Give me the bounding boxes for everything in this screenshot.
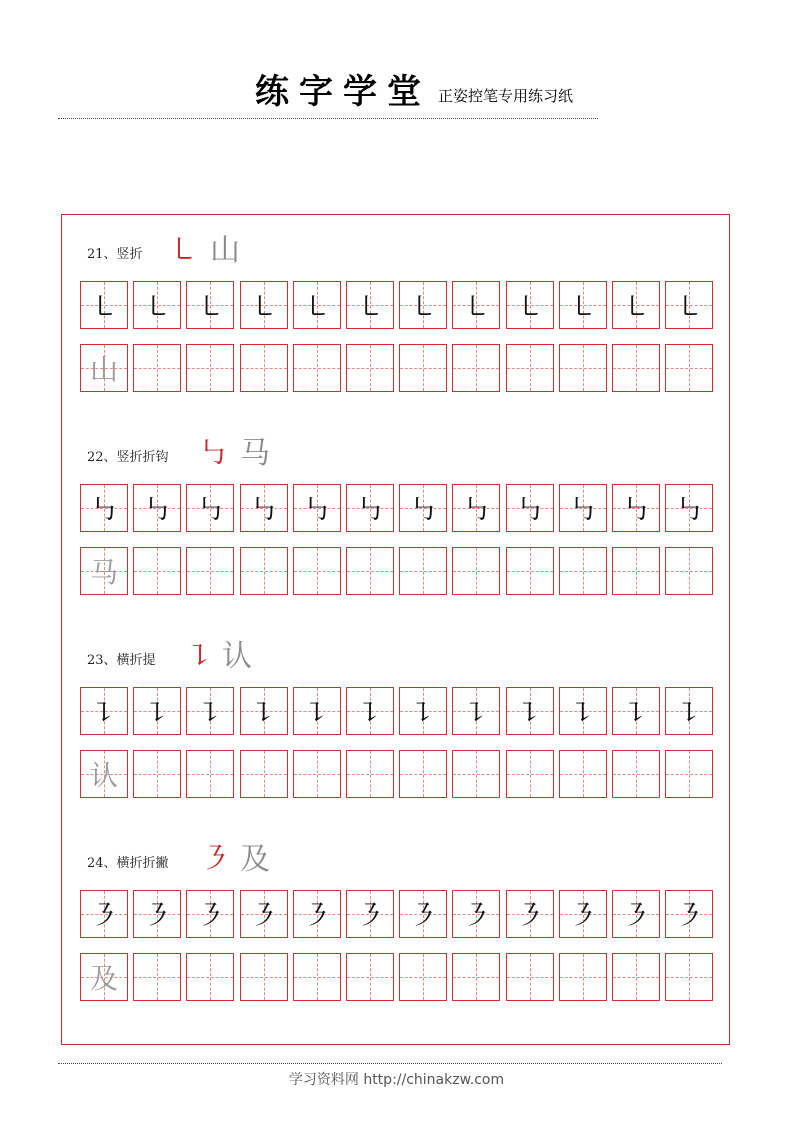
grid-cell[interactable] [399,344,447,392]
grid-cell[interactable] [240,687,288,735]
grid-cell[interactable] [186,281,234,329]
stroke-glyph: ㇄ [515,290,544,323]
grid-cell[interactable] [612,547,660,595]
grid-cell[interactable] [612,281,660,329]
grid-cell[interactable] [612,484,660,532]
grid-cell[interactable] [80,281,128,329]
stroke-glyph: ㇋ [302,899,331,932]
stroke-glyph: ㇊ [302,696,331,729]
grid-cell[interactable] [399,953,447,1001]
grid-cell[interactable] [133,484,181,532]
trace-char: 山 [89,353,118,386]
stroke-glyph: ㇉ [196,493,225,526]
grid-cell[interactable] [240,953,288,1001]
grid-cell[interactable] [346,687,394,735]
stroke-glyph: ㇄ [462,290,491,323]
grid-cell[interactable] [665,484,713,532]
grid-cell[interactable] [665,890,713,938]
grid-cell[interactable] [186,953,234,1001]
stroke-glyph: ㇊ [568,696,597,729]
trace-char: 及 [89,962,118,995]
grid-cell[interactable] [80,890,128,938]
stroke-glyph: ㇊ [462,696,491,729]
stroke-glyph: ㇉ [89,493,118,526]
footer-divider [58,1063,722,1064]
section-label: 22、竖折折钩 [87,450,169,465]
grid-cell[interactable] [506,344,554,392]
grid-cell[interactable] [240,344,288,392]
stroke-glyph: ㇋ [143,899,172,932]
stroke-glyph: ㇋ [568,899,597,932]
stroke-glyph: ㇊ [196,696,225,729]
stroke-section [0,842,793,1054]
grid-cell[interactable] [559,344,607,392]
stroke-glyph: ㇊ [89,696,118,729]
grid-cell[interactable] [506,953,554,1001]
grid-cell[interactable] [399,750,447,798]
section-example-char: 马 [240,436,270,471]
stroke-glyph: ㇉ [249,493,278,526]
stroke-glyph: ㇋ [621,899,650,932]
section-label: 23、横折提 [87,653,156,668]
grid-cell[interactable] [186,484,234,532]
stroke-glyph: ㇊ [143,696,172,729]
stroke-glyph: ㇄ [89,290,118,323]
stroke-glyph: ㇋ [355,899,384,932]
grid-cell[interactable] [452,953,500,1001]
grid-cell[interactable] [186,750,234,798]
section-example-char: 认 [222,639,252,674]
grid-cell[interactable] [559,687,607,735]
stroke-glyph: ㇉ [143,493,172,526]
grid-cell[interactable] [133,890,181,938]
grid-cell[interactable] [186,890,234,938]
stroke-glyph: ㇄ [409,290,438,323]
grid-cell[interactable] [559,547,607,595]
grid-cell[interactable] [612,953,660,1001]
grid-cell[interactable] [133,547,181,595]
grid-cell[interactable] [80,344,128,392]
grid-cell[interactable] [506,750,554,798]
grid-cell[interactable] [452,484,500,532]
stroke-glyph: ㇄ [355,290,384,323]
grid-cell[interactable] [665,750,713,798]
page-header [0,62,793,122]
grid-cell[interactable] [80,687,128,735]
grid-cell[interactable] [452,890,500,938]
grid-cell[interactable] [559,750,607,798]
stroke-glyph: ㇊ [409,696,438,729]
grid-cell[interactable] [506,281,554,329]
grid-cell[interactable] [559,281,607,329]
char-practice-row [0,953,640,1003]
stroke-glyph: ㇊ [515,696,544,729]
grid-cell[interactable] [240,484,288,532]
grid-cell[interactable] [186,344,234,392]
stroke-glyph: ㇊ [675,696,704,729]
grid-cell[interactable] [506,687,554,735]
page-title: 练字学堂 [255,72,431,112]
stroke-glyph: ㇋ [462,899,491,932]
grid-cell[interactable] [133,281,181,329]
grid-cell[interactable] [559,953,607,1001]
grid-cell[interactable] [293,281,341,329]
section-label: 21、竖折 [87,247,143,262]
grid-cell[interactable] [665,687,713,735]
grid-cell[interactable] [399,547,447,595]
grid-cell[interactable] [346,484,394,532]
stroke-glyph: ㇋ [249,899,278,932]
stroke-glyph: ㇉ [409,493,438,526]
section-label: 24、横折折撇 [87,856,169,871]
stroke-glyph: ㇄ [302,290,331,323]
grid-cell[interactable] [452,547,500,595]
trace-char: 认 [89,759,118,792]
stroke-glyph: ㇄ [621,290,650,323]
grid-cell[interactable] [186,547,234,595]
grid-cell[interactable] [665,344,713,392]
grid-cell[interactable] [346,281,394,329]
stroke-glyph: ㇉ [462,493,491,526]
stroke-glyph: ㇄ [675,290,704,323]
grid-cell[interactable] [452,687,500,735]
grid-cell[interactable] [452,750,500,798]
stroke-glyph: ㇉ [302,493,331,526]
grid-cell[interactable] [133,750,181,798]
grid-cell[interactable] [506,547,554,595]
grid-cell[interactable] [346,344,394,392]
stroke-glyph: ㇄ [568,290,597,323]
grid-cell[interactable] [346,547,394,595]
header-divider [58,118,598,119]
grid-cell[interactable] [612,890,660,938]
grid-cell[interactable] [346,750,394,798]
grid-cell[interactable] [399,484,447,532]
stroke-glyph: ㇊ [355,696,384,729]
stroke-glyph: ㇉ [515,493,544,526]
grid-cell[interactable] [240,281,288,329]
stroke-practice-row [0,484,704,534]
grid-cell[interactable] [665,281,713,329]
grid-cell[interactable] [399,281,447,329]
stroke-section [0,639,793,851]
grid-cell[interactable] [186,687,234,735]
grid-cell[interactable] [399,890,447,938]
stroke-section [0,233,793,445]
grid-cell[interactable] [293,750,341,798]
grid-cell[interactable] [612,687,660,735]
grid-cell[interactable] [506,484,554,532]
stroke-practice-row [0,687,704,737]
grid-cell[interactable] [240,547,288,595]
stroke-glyph: ㇄ [249,290,278,323]
stroke-glyph: ㇋ [515,899,544,932]
grid-cell[interactable] [452,344,500,392]
grid-cell[interactable] [665,547,713,595]
section-stroke: ㇄ [168,233,198,268]
char-practice-row [0,547,640,597]
grid-cell[interactable] [80,547,128,595]
grid-cell[interactable] [506,890,554,938]
grid-cell[interactable] [293,953,341,1001]
grid-cell[interactable] [346,890,394,938]
section-stroke: ㇋ [200,842,230,877]
stroke-glyph: ㇋ [409,899,438,932]
grid-cell[interactable] [80,953,128,1001]
grid-cell[interactable] [240,890,288,938]
grid-cell[interactable] [240,750,288,798]
trace-char: 马 [89,556,118,589]
char-practice-row [0,344,640,394]
grid-cell[interactable] [133,953,181,1001]
section-stroke: ㇊ [185,639,215,674]
grid-cell[interactable] [293,344,341,392]
stroke-glyph: ㇉ [355,493,384,526]
section-stroke: ㇉ [198,436,228,471]
grid-cell[interactable] [293,547,341,595]
grid-cell[interactable] [612,344,660,392]
stroke-glyph: ㇋ [89,899,118,932]
grid-cell[interactable] [80,750,128,798]
stroke-glyph: ㇄ [196,290,225,323]
grid-cell[interactable] [452,281,500,329]
grid-cell[interactable] [399,687,447,735]
stroke-practice-row [0,890,704,940]
stroke-section [0,436,793,648]
stroke-glyph: ㇊ [621,696,650,729]
footer-text: 学习资料网 http://chinakzw.com [288,1072,505,1088]
page-subtitle: 正姿控笔专用练习纸 [438,87,574,105]
stroke-glyph: ㇋ [675,899,704,932]
stroke-glyph: ㇊ [249,696,278,729]
grid-cell[interactable] [559,890,607,938]
stroke-glyph: ㇉ [675,493,704,526]
grid-cell[interactable] [133,344,181,392]
section-example-char: 山 [210,233,240,268]
grid-cell[interactable] [80,484,128,532]
stroke-practice-row [0,281,704,331]
grid-cell[interactable] [612,750,660,798]
grid-cell[interactable] [293,687,341,735]
grid-cell[interactable] [293,890,341,938]
section-example-char: 及 [240,842,270,877]
grid-cell[interactable] [133,687,181,735]
grid-cell[interactable] [559,484,607,532]
grid-cell[interactable] [346,953,394,1001]
grid-cell[interactable] [665,953,713,1001]
stroke-glyph: ㇄ [143,290,172,323]
stroke-glyph: ㇋ [196,899,225,932]
stroke-glyph: ㇉ [568,493,597,526]
grid-cell[interactable] [293,484,341,532]
char-practice-row [0,750,640,800]
stroke-glyph: ㇉ [621,493,650,526]
